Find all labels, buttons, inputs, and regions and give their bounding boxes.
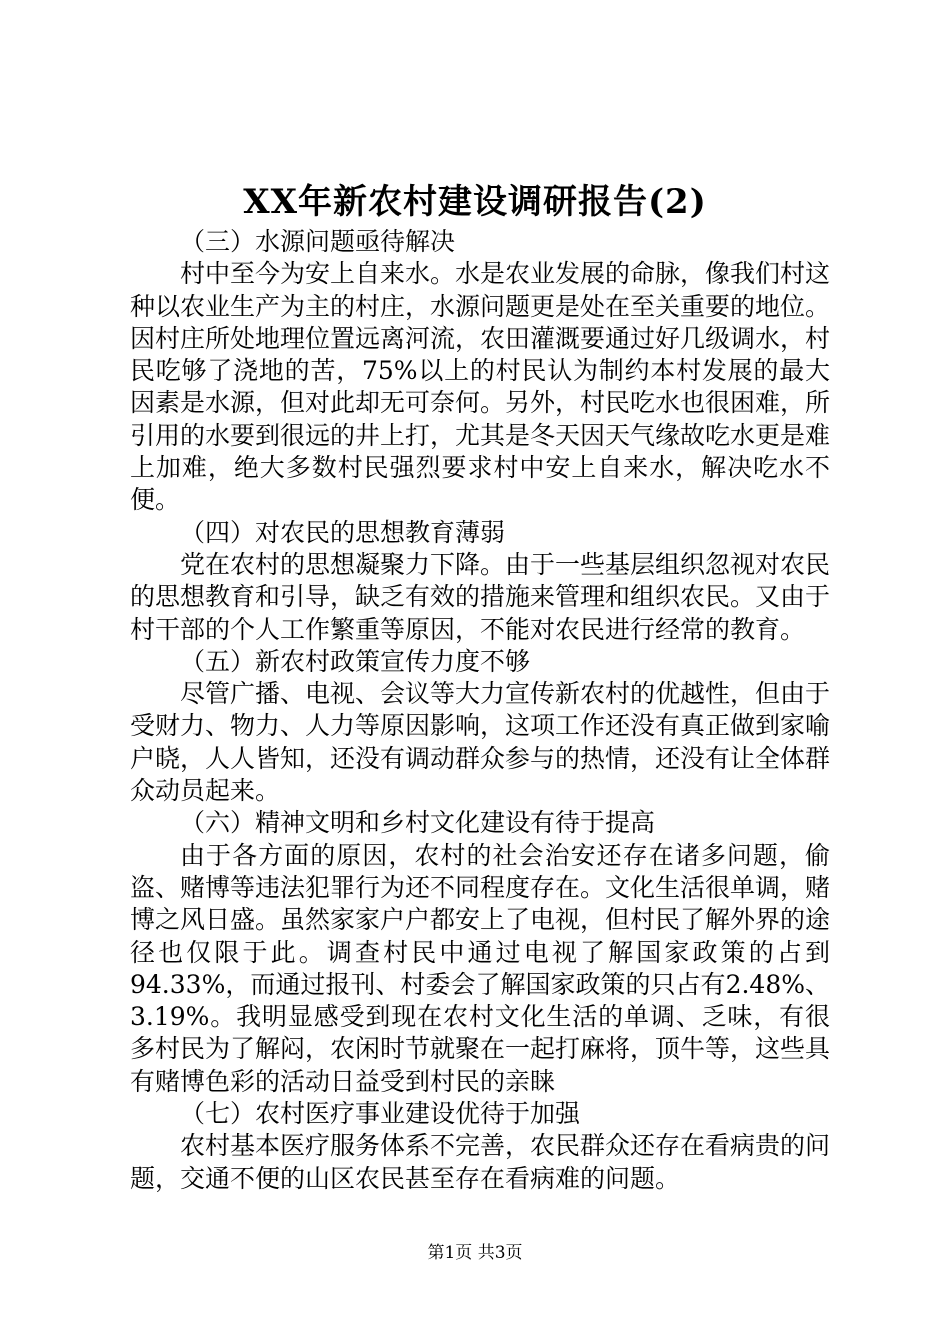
section-paragraph: 尽管广播、电视、会议等大力宣传新农村的优越性，但由于受财力、物力、人力等原因影响，这项工作还没有真正做到家喻户晓，人人皆知，还没有调动群众参与的热情，还没有让全体群众动员起来。 bbox=[130, 679, 831, 806]
section-heading: （四）对农民的思想教育薄弱 bbox=[180, 517, 506, 547]
section-paragraph: 农村基本医疗服务体系不完善，农民群众还存在看病贵的问题，交通不便的山区农民甚至存在看病难的问题。 bbox=[130, 1131, 831, 1193]
document-body bbox=[130, 226, 830, 1195]
section-heading: （五）新农村政策宣传力度不够 bbox=[180, 646, 531, 676]
section-paragraph: 由于各方面的原因，农村的社会治安还存在诸多问题，偷盗、赌博等违法犯罪行为还不同程度存在。文化生活很单调，赌博之风日盛。虽然家家户户都安上了电视，但村民了解外界的途径也仅限于此。调查村民中通过电视了解国家政策的占到94.33%，而通过报刊、村委会了解国家政策的只占有2.48%、3.19%。我明显感受到现在农村文化生活的单调、乏味，有很多村民为了解闷，农闲时节就聚在一起打麻将，顶牛等，这些具有赌博色彩的活动日益受到村民的亲睐 bbox=[130, 840, 831, 1096]
page-number-footer: 第1页 共3页 bbox=[427, 1243, 523, 1263]
section-paragraph: 党在农村的思想凝聚力下降。由于一些基层组织忽视对农民的思想教育和引导，缺乏有效的措施来管理和组织农民。又由于村干部的个人工作繁重等原因，不能对农民进行经常的教育。 bbox=[130, 549, 831, 644]
section-heading: （七）农村医疗事业建设优待于加强 bbox=[180, 1099, 581, 1129]
section-heading: （六）精神文明和乡村文化建设有待于提高 bbox=[180, 808, 656, 838]
section-paragraph: 村中至今为安上自来水。水是农业发展的命脉，像我们村这种以农业生产为主的村庄，水源问题更是处在至关重要的地位。因村庄所处地理位置远离河流，农田灌溉要通过好几级调水，村民吃够了浇地的苦，75%以上的村民认为制约本村发展的最大因素是水源，但对此却无可奈何。另外，村民吃水也很困难，所引用的水要到很远的井上打，尤其是冬天因天气缘故吃水更是难上加难，绝大多数村民强烈要求村中安上自来水，解决吃水不便。 bbox=[130, 259, 831, 515]
section-heading: （三）水源问题亟待解决 bbox=[180, 227, 456, 256]
document-title: XX年新农村建设调研报告(2) bbox=[243, 182, 707, 222]
